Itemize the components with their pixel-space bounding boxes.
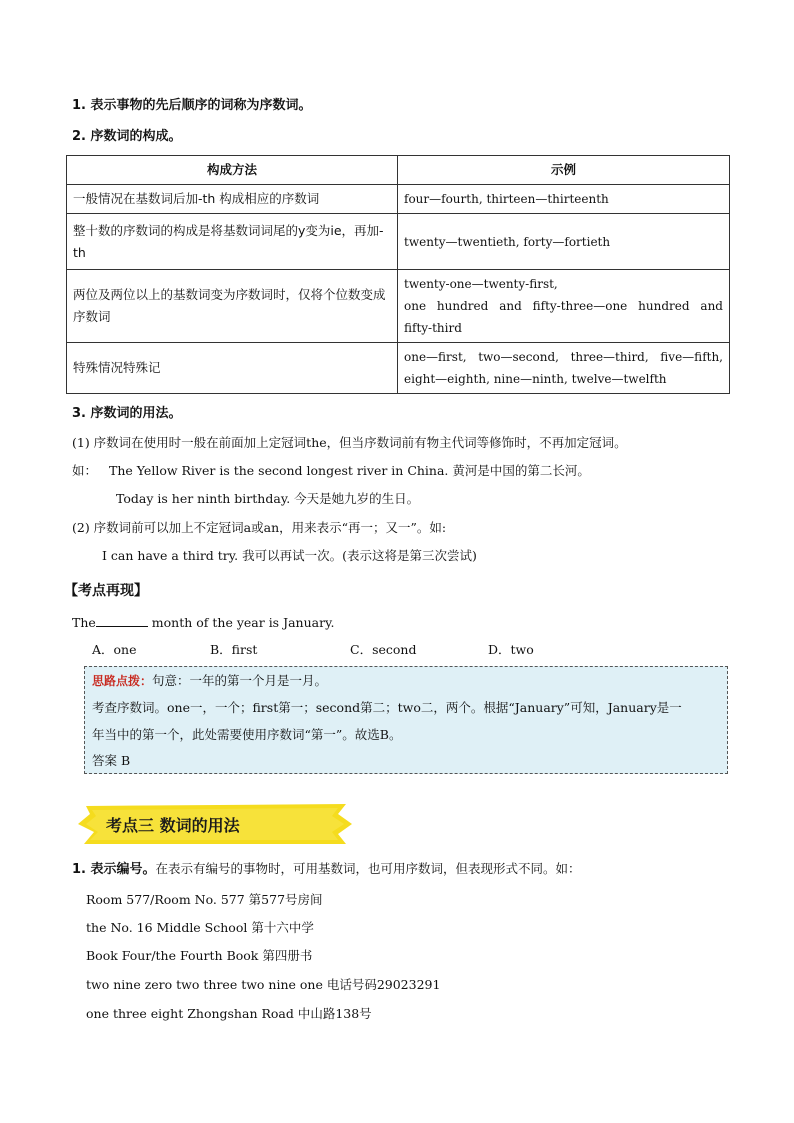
table-cell-example — [398, 270, 730, 343]
hint-answer: 答案 B — [92, 753, 131, 768]
point-2-formation: 2. 序数词的构成。 — [72, 129, 182, 144]
hint-box — [84, 666, 728, 774]
point-label: 1. 表示编号。 — [72, 862, 156, 877]
option-d: D．two — [488, 642, 534, 657]
point-3-usage: 3. 序数词的用法。 — [72, 406, 182, 421]
table-cell-method: 特殊情况特殊记 — [67, 343, 398, 394]
table-cell-method: 一般情况在基数词后加-th 构成相应的序数词 — [67, 185, 398, 214]
table-cell-method: 两位及两位以上的基数词变为序数词时，仅将个位数变成序数词 — [67, 270, 398, 343]
point-1-definition: 1. 表示事物的先后顺序的词称为序数词。 — [72, 98, 312, 113]
example-sentence: The Yellow River is the second longest river in China. 黄河是中国的第二长河。 — [109, 463, 590, 478]
table-header-row — [67, 156, 730, 185]
question-part: The — [72, 615, 96, 630]
table-row — [67, 343, 730, 394]
usage-item-1: (1) 序数词在使用时一般在前面加上定冠词the，但当序数词前有物主代词等修饰时，不再加定冠词。 — [72, 435, 627, 450]
point-description: 在表示有编号的事物时，可用基数词，也可用序数词，但表现形式不同。如： — [155, 861, 581, 876]
example-line: eight—eighth, nine—ninth, twelve—twelfth — [404, 372, 667, 386]
numbering-example: one three eight Zhongshan Road 中山路138号 — [86, 1006, 372, 1021]
question-text — [72, 614, 334, 630]
table-row — [67, 185, 730, 214]
ordinal-formation-table — [66, 155, 730, 394]
example-line: one hundred and fifty-three—one hundred and — [404, 299, 723, 313]
option-c: C．second — [350, 642, 417, 657]
table-row — [67, 270, 730, 343]
usage-example-3: I can have a third try. 我可以再试一次。(表示这将是第三次尝试) — [102, 548, 477, 563]
table-cell-method: 整十数的序数词的构成是将基数词词尾的y变为ie，再加-th — [67, 214, 398, 270]
numbering-example: two nine zero two three two nine one 电话号码29023291 — [86, 977, 441, 992]
example-prefix: 如： — [72, 463, 98, 478]
table-cell-example: twenty—twentieth, forty—fortieth — [398, 214, 730, 270]
example-line: one—first, two—second, three—third, five—fifth, — [404, 350, 723, 364]
answer-blank — [96, 614, 148, 627]
table-header-example: 示例 — [398, 156, 730, 185]
option-b: B．first — [210, 642, 258, 657]
hint-line-2: 考查序数词。one一，一个；first第一；second第二；two二，两个。根据“January”可知，January是一 — [92, 700, 682, 715]
numbering-example: Room 577/Room No. 577 第577号房间 — [86, 892, 323, 907]
hint-label: 思路点拨： — [92, 674, 153, 688]
banner-title: 考点三 数词的用法 — [106, 816, 240, 835]
table-row — [67, 214, 730, 270]
hint-line-3: 年当中的第一个，此处需要使用序数词“第一”。故选B。 — [92, 727, 402, 742]
table-cell-example: four—fourth, thirteen—thirteenth — [398, 185, 730, 214]
usage-example-1 — [72, 461, 590, 479]
example-line: fifty-third — [404, 321, 462, 335]
section-banner — [76, 802, 356, 846]
kaodian-heading: 【考点再现】 — [64, 583, 148, 599]
hint-meaning: 句意：一年的第一个月是一月。 — [152, 673, 328, 688]
hint-line-1 — [92, 671, 327, 689]
table-header-method: 构成方法 — [67, 156, 398, 185]
example-line: twenty-one—twenty-first, — [404, 277, 558, 291]
usage-example-2: Today is her ninth birthday. 今天是她九岁的生日。 — [116, 491, 420, 506]
table-cell-example — [398, 343, 730, 394]
option-a: A．one — [92, 642, 137, 657]
question-part: month of the year is January. — [151, 615, 335, 630]
numbering-example: Book Four/the Fourth Book 第四册书 — [86, 948, 313, 963]
numbering-example: the No. 16 Middle School 第十六中学 — [86, 920, 314, 935]
section3-point-1 — [72, 858, 581, 877]
usage-item-2: (2) 序数词前可以加上不定冠词a或an，用来表示“再一；又一”。如: — [72, 520, 447, 535]
